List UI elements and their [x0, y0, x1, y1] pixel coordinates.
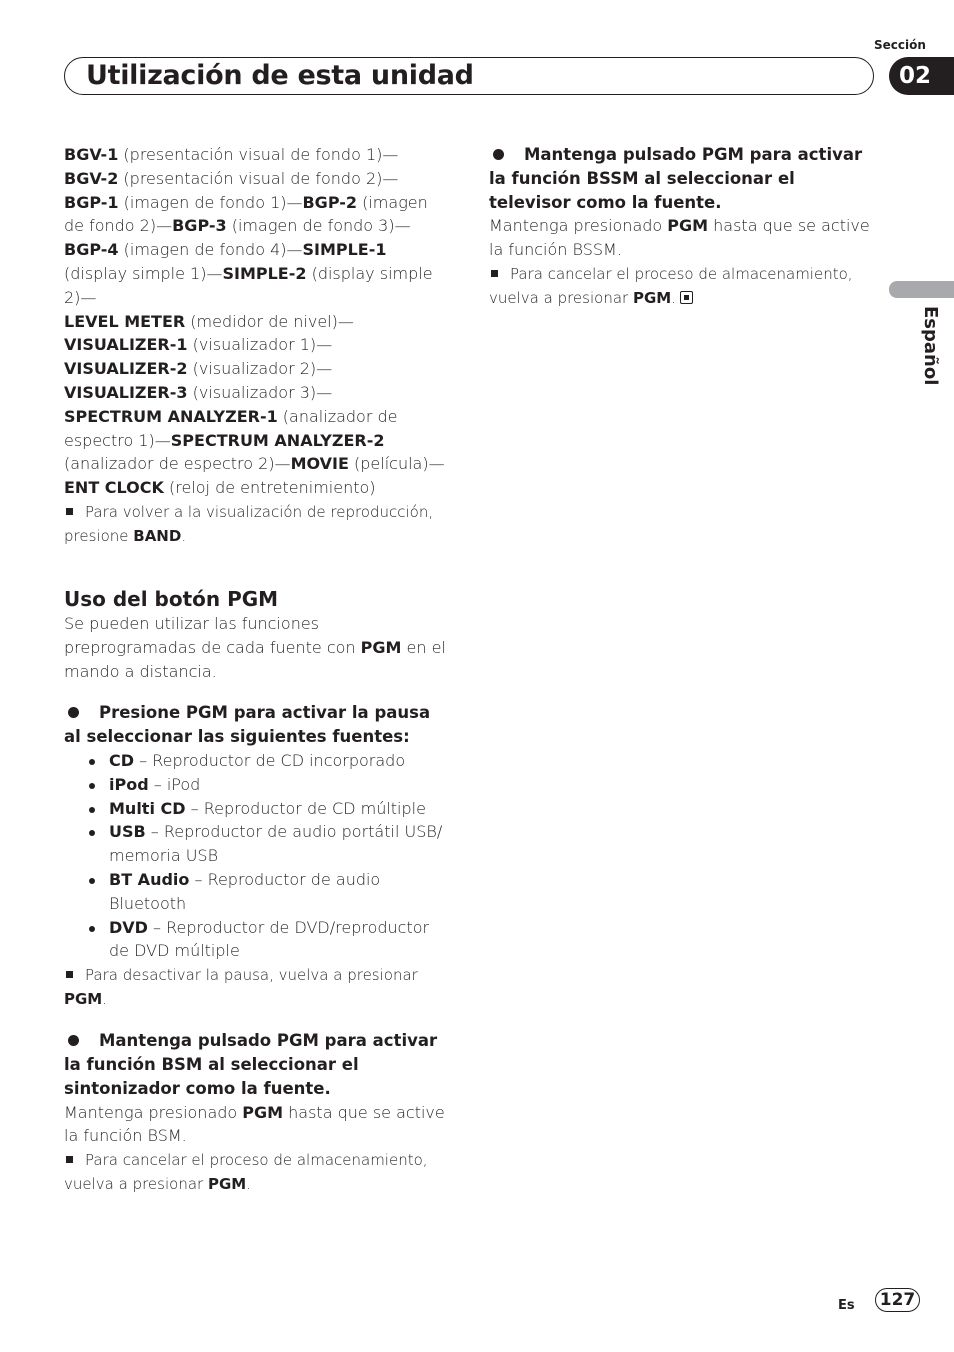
mode-name: BGV-2 [64, 168, 119, 188]
mode-name: VISUALIZER-3 [64, 382, 188, 402]
section-number-badge: 02 [889, 57, 954, 95]
note-key: BAND [133, 526, 182, 545]
intro-text: Se pueden utilizar las funciones preprogramadas de cada fuente con [64, 613, 361, 657]
mode-desc: (imagen de fondo 4)— [118, 240, 303, 260]
mode-desc: (reloj de entretenimiento) [163, 478, 376, 498]
note-square-icon [66, 1156, 73, 1163]
body-text: Mantenga presionado [64, 1102, 243, 1122]
step-heading-text: Mantenga pulsado PGM para activar la función BSM al seleccionar el sintonizador como la fuente. [64, 1031, 438, 1098]
mode-name: BGP-1 [64, 192, 119, 212]
note-end: . [671, 288, 676, 307]
mode-name: BGP-4 [64, 240, 119, 260]
mode-name: LEVEL METER [64, 311, 186, 331]
mode-desc: (medidor de nivel)— [185, 311, 354, 331]
note-text: Para cancelar el proceso de almacenamiento, vuelva a presionar [489, 264, 853, 307]
note-key: PGM [632, 288, 672, 307]
note-key: PGM [64, 990, 103, 1009]
language-tab [889, 281, 954, 298]
mode-name: SPECTRUM ANALYZER-1 [64, 406, 278, 426]
mode-desc: (visualizador 1)— [187, 335, 333, 355]
mode-desc: (visualizador 3)— [187, 382, 333, 402]
step-heading-text: Mantenga pulsado PGM para activar la función BSSM al seleccionar el televisor como la fuente. [489, 145, 863, 212]
source-name: iPod [109, 774, 149, 794]
intro-key: PGM [360, 637, 402, 657]
body-text: Mantenga presionado [489, 216, 668, 236]
intro-text-end: en el mando a distancia. [64, 637, 446, 681]
step-body-bsm [64, 1101, 452, 1149]
bullet-dot-icon [493, 149, 504, 160]
step-body-bssm [489, 214, 877, 262]
mode-name: SIMPLE-2 [222, 263, 307, 283]
mode-desc: (película)— [348, 454, 445, 474]
note-end: . [246, 1175, 251, 1194]
mode-desc: (visualizador 2)— [187, 359, 333, 379]
section-label: Sección [874, 38, 926, 52]
note-key: PGM [207, 1175, 247, 1194]
mode-desc: (presentación visual de fondo 1)— [118, 145, 399, 164]
list-item [64, 820, 452, 868]
note-end: . [181, 526, 187, 545]
mode-desc: (imagen de fondo 3)— [226, 216, 411, 236]
display-modes-paragraph [64, 143, 452, 500]
mode-name: VISUALIZER-1 [64, 335, 188, 355]
footer-language-code: Es [838, 1298, 855, 1313]
step-heading-bsm [64, 1029, 452, 1100]
source-name: CD [109, 750, 135, 770]
mode-desc: (imagen de fondo 1)— [118, 192, 303, 212]
step-heading-pause [64, 701, 452, 749]
note-return [64, 500, 452, 548]
body-text-end: hasta que se active la función BSM. [64, 1102, 445, 1146]
mode-name: ENT CLOCK [64, 478, 164, 498]
source-desc: – Reproductor de DVD/reproductor de DVD múltiple [109, 917, 430, 961]
body-key: PGM [667, 216, 709, 236]
page-title: Utilización de esta unidad [86, 60, 474, 91]
end-of-section-icon [680, 291, 693, 304]
mode-name: SPECTRUM ANALYZER-2 [170, 430, 385, 450]
page-number: 127 [875, 1288, 920, 1312]
note-square-icon [66, 508, 73, 515]
note-end: . [102, 990, 108, 1009]
mode-name: BGP-3 [172, 216, 227, 236]
note-square-icon [491, 270, 498, 277]
source-desc: – Reproductor de audio portátil USB/ memoria USB [109, 822, 443, 866]
mode-desc: (analizador de espectro 2)— [64, 454, 291, 474]
list-item [64, 916, 452, 964]
bullet-dot-icon [68, 707, 79, 718]
mode-name: VISUALIZER-2 [64, 359, 188, 379]
source-desc: – iPod [148, 774, 201, 794]
note-pause [64, 963, 452, 1011]
step-heading-text: Presione PGM para activar la pausa al seleccionar las siguientes fuentes: [64, 703, 431, 747]
step-heading-bssm [489, 143, 877, 214]
note-text: Para volver a la visualización de reproducción, presione [64, 502, 434, 545]
source-name: Multi CD [109, 798, 186, 818]
note-text: Para desactivar la pausa, vuelva a presionar [85, 966, 418, 985]
mode-name: MOVIE [290, 454, 349, 474]
mode-desc: (display simple 1)— [64, 263, 223, 283]
section-heading: Uso del botón PGM [64, 586, 279, 611]
mode-desc: (imagen de fondo 2)— [64, 192, 428, 236]
note-text: Para cancelar el proceso de almacenamiento, vuelva a presionar [64, 1151, 428, 1194]
source-desc: – Reproductor de CD incorporado [134, 750, 406, 770]
list-item [64, 749, 452, 773]
mode-desc: (display simple 2)— [64, 263, 433, 307]
body-text-end: hasta que se active la función BSSM. [489, 216, 870, 260]
list-item [64, 773, 452, 797]
body-key: PGM [242, 1102, 284, 1122]
mode-desc: (presentación visual de fondo 2)— [118, 168, 399, 188]
list-item [64, 868, 452, 916]
note-square-icon [66, 971, 73, 978]
note-cancel-bsm [64, 1148, 452, 1196]
source-name: DVD [109, 917, 148, 937]
language-label: Español [920, 306, 941, 386]
mode-desc: (analizador de espectro 1)— [64, 406, 398, 450]
left-column [64, 143, 452, 1196]
sources-list [64, 749, 452, 963]
source-desc: – Reproductor de audio Bluetooth [109, 869, 381, 913]
right-column [489, 143, 877, 310]
source-name: BT Audio [109, 869, 190, 889]
mode-name: BGP-2 [302, 192, 358, 212]
note-cancel-bssm [489, 262, 877, 310]
bullet-dot-icon [68, 1035, 79, 1046]
mode-name: BGV-1 [64, 145, 119, 164]
source-name: USB [109, 822, 146, 842]
source-desc: – Reproductor de CD múltiple [185, 798, 426, 818]
list-item [64, 797, 452, 821]
mode-name: SIMPLE-1 [302, 240, 387, 260]
intro-paragraph [64, 612, 452, 683]
